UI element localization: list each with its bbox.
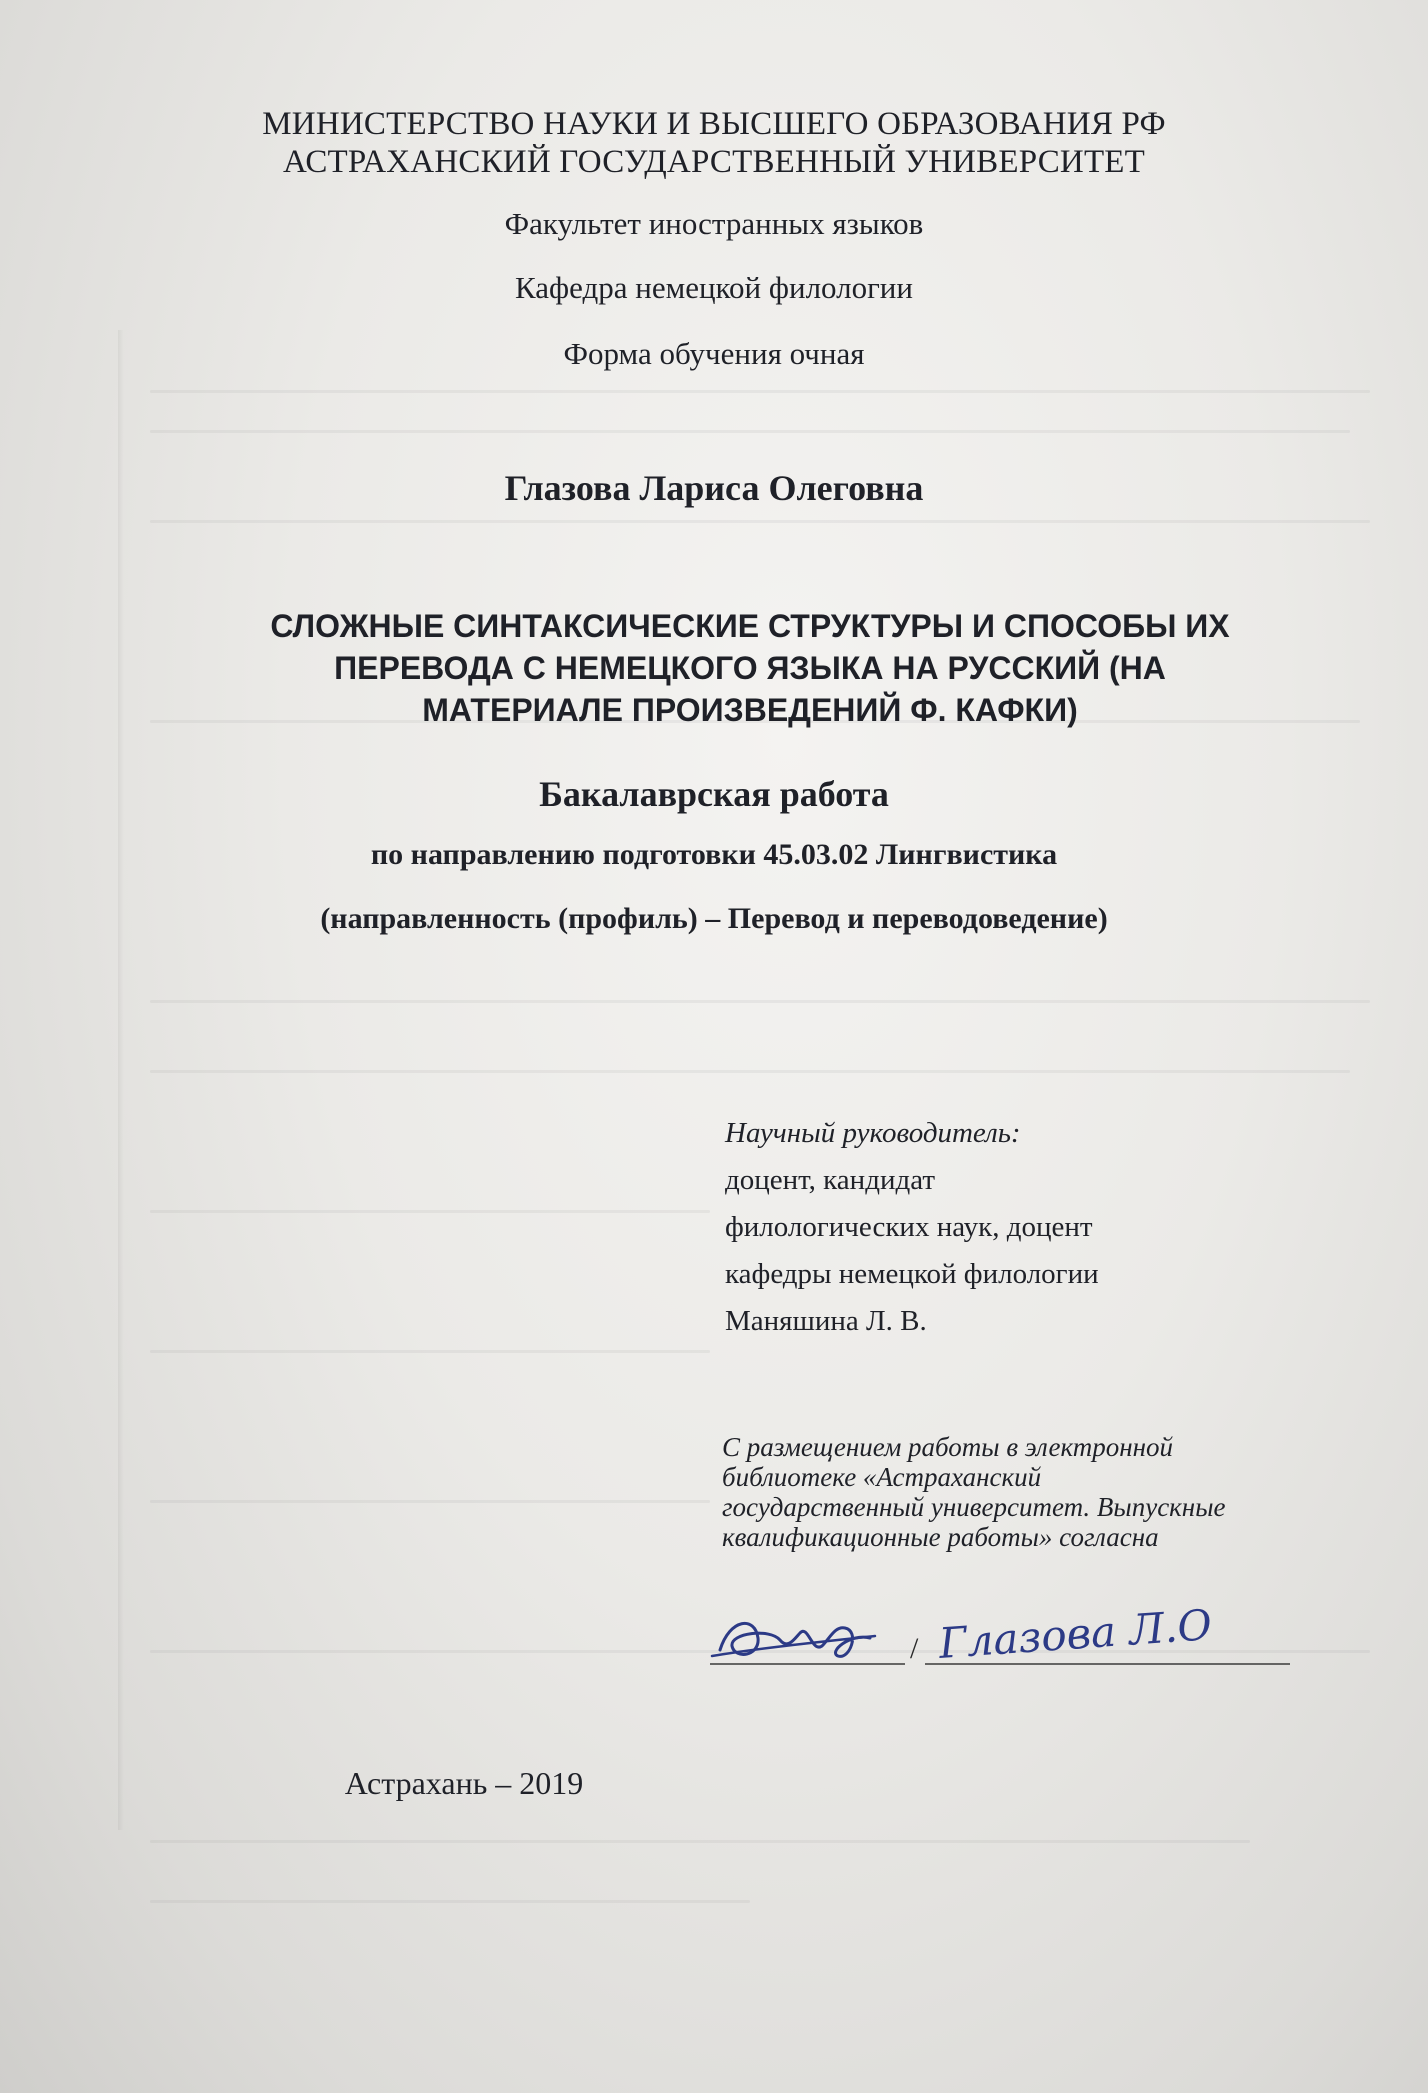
ministry-heading: МИНИСТЕРСТВО НАУКИ И ВЫСШЕГО ОБРАЗОВАНИЯ РФ — [262, 106, 1166, 142]
study-direction: по направлению подготовки 45.03.02 Лингвистика — [370, 838, 1058, 871]
thesis-title-line: СЛОЖНЫЕ СИНТАКСИЧЕСКИЕ СТРУКТУРЫ И СПОСОБЫ ИХ — [270, 608, 1230, 644]
signature-area — [700, 1598, 1300, 1688]
handwritten-signature — [700, 1598, 1300, 1688]
work-type: Бакалаврская работа — [539, 774, 889, 814]
study-profile: (направленность (профиль) – Перевод и переводоведение) — [320, 902, 1108, 935]
bleed-through-line — [150, 1070, 1350, 1073]
thesis-title — [160, 605, 1340, 731]
signature-separator: / — [910, 1632, 919, 1665]
library-consent-note — [722, 1432, 1322, 1552]
bleed-through-line — [150, 1840, 1250, 1843]
bleed-through-line — [150, 430, 1350, 433]
signature-name: Глазова Л.О — [937, 1600, 1214, 1668]
thesis-title-line: МАТЕРИАЛЕ ПРОИЗВЕДЕНИЙ Ф. КАФКИ) — [422, 692, 1078, 728]
bleed-through-line — [150, 1500, 710, 1503]
department-line: Кафедра немецкой филологии — [515, 270, 913, 305]
bleed-through-line — [150, 1000, 1370, 1003]
faculty-line: Факультет иностранных языков — [504, 206, 924, 241]
bleed-through-line — [150, 1210, 710, 1213]
bleed-through-line — [150, 1350, 710, 1353]
supervisor-line: филологических наук, доцент — [725, 1211, 1093, 1243]
author-name: Глазова Лариса Олеговна — [504, 468, 924, 508]
page-edge-shadow — [118, 330, 124, 1830]
supervisor-line: кафедры немецкой филологии — [725, 1258, 1099, 1290]
consent-line: государственный университет. Выпускные — [722, 1492, 1226, 1522]
thesis-title-line: ПЕРЕВОДА С НЕМЕЦКОГО ЯЗЫКА НА РУССКИЙ (НА — [334, 650, 1166, 686]
supervisor-label: Научный руководитель: — [725, 1117, 1021, 1149]
study-form-line: Форма обучения очная — [563, 336, 865, 371]
consent-line: С размещением работы в электронной — [722, 1432, 1174, 1462]
supervisor-name: Маняшина Л. В. — [725, 1305, 927, 1337]
consent-line: квалификационные работы» согласна — [722, 1522, 1159, 1552]
university-heading: АСТРАХАНСКИЙ ГОСУДАРСТВЕННЫЙ УНИВЕРСИТЕТ — [282, 144, 1146, 180]
supervisor-line: доцент, кандидат — [725, 1164, 936, 1196]
bleed-through-line — [150, 520, 1370, 523]
bleed-through-line — [150, 390, 1370, 393]
consent-line: библиотеке «Астраханский — [722, 1462, 1042, 1492]
supervisor-block — [725, 1110, 1099, 1345]
city-year: Астрахань – 2019 — [344, 1765, 584, 1801]
bleed-through-line — [150, 1900, 750, 1903]
